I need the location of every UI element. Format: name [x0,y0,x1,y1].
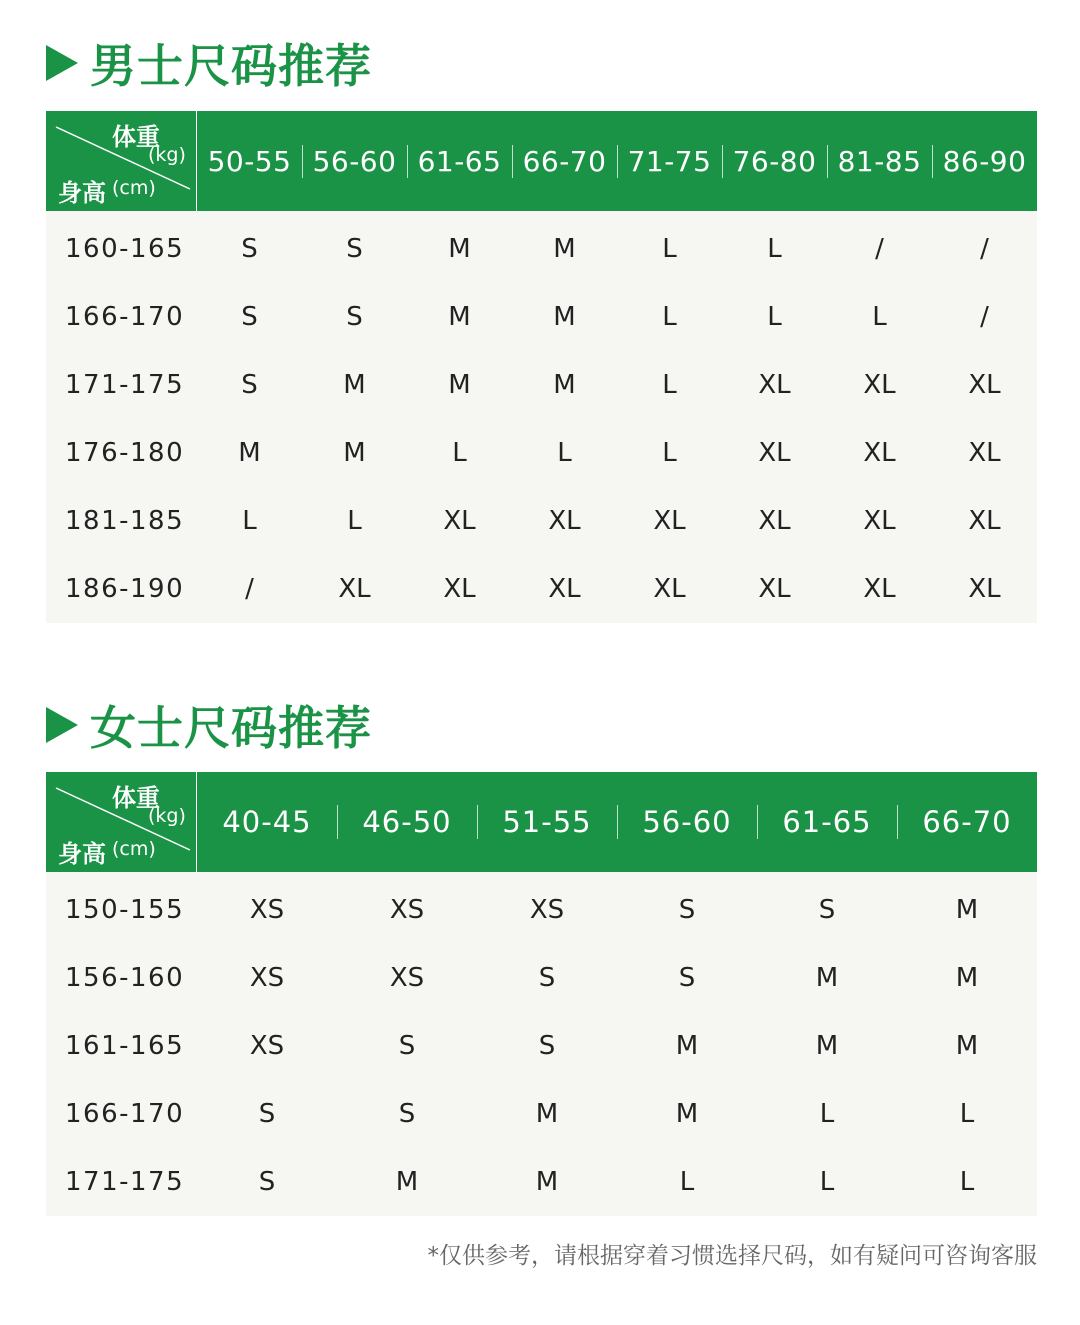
weight-column-header: 81-85 [827,145,932,178]
table-row [46,876,1037,944]
women-weight-columns [197,772,1037,872]
size-cell: S [538,963,556,993]
weight-unit: (kg) [148,805,186,827]
size-cell: M [675,1031,699,1061]
size-cell: XL [338,574,371,604]
size-cell: S [346,234,363,264]
size-cell: S [258,1167,276,1197]
size-cell: L [819,1167,835,1197]
table-row [46,555,1037,623]
height-range-cell: 156-160 [65,963,185,993]
size-cell: XL [758,370,791,400]
women-size-table [46,772,1037,1216]
size-cell: L [662,302,677,332]
table-row [46,1012,1037,1080]
women-corner-cell [46,772,197,872]
height-range-cell: 171-175 [65,370,185,400]
men-table-header [46,111,1037,211]
women-table-body [46,872,1037,1216]
weight-column-header: 50-55 [207,144,292,178]
women-title: 女士尺码推荐 [90,701,372,755]
size-cell: L [452,438,467,468]
size-cell: L [767,234,782,264]
size-cell: XL [443,574,476,604]
size-cell: S [241,370,258,400]
footnote: *仅供参考，请根据穿着习惯选择尺码，如有疑问可咨询客服 [427,1243,1037,1269]
size-cell: S [258,1099,276,1129]
size-cell: XL [548,574,581,604]
height-label: 身高 [58,179,106,207]
weight-column-header: 61-65 [757,805,897,839]
height-range-cell: 171-175 [65,1167,185,1197]
weight-label: 体重 [112,784,160,812]
table-row [46,283,1037,351]
size-cell: XS [249,1031,285,1061]
weight-column-header: 86-90 [932,145,1037,178]
men-table-body [46,211,1037,623]
table-row [46,419,1037,487]
size-cell: M [448,370,471,400]
size-cell: M [553,370,576,400]
height-range-cell: 176-180 [65,438,185,468]
size-cell: M [955,895,979,925]
height-unit: (cm) [112,838,156,860]
table-row [46,215,1037,283]
size-cell: L [959,1167,975,1197]
men-section-title [46,30,372,96]
height-range-cell: 186-190 [65,574,185,604]
size-cell: S [346,302,363,332]
height-range-cell: 166-170 [65,1099,185,1129]
size-cell: M [955,963,979,993]
table-row [46,487,1037,555]
size-cell: M [535,1167,559,1197]
size-cell: L [662,234,677,264]
size-cell: M [343,370,366,400]
size-cell: / [980,302,989,332]
men-weight-columns [197,111,1037,211]
size-cell: XL [863,438,896,468]
size-cell: / [875,234,884,264]
size-cell: XS [389,895,425,925]
height-label: 身高 [58,840,106,868]
height-range-cell: 160-165 [65,234,185,264]
size-cell: XL [968,370,1001,400]
table-row [46,1080,1037,1148]
size-cell: M [553,234,576,264]
size-cell: M [815,1031,839,1061]
size-cell: S [538,1031,556,1061]
weight-unit: (kg) [148,144,186,166]
size-cell: M [815,963,839,993]
weight-column-header: 66-70 [512,145,617,178]
table-row [46,944,1037,1012]
size-cell: S [241,302,258,332]
size-cell: S [818,895,836,925]
weight-column-header: 76-80 [722,145,827,178]
size-cell: XL [758,574,791,604]
men-corner-cell [46,111,197,211]
height-range-cell: 181-185 [65,506,185,536]
women-section-title [46,692,372,758]
weight-label: 体重 [112,123,160,151]
weight-column-header: 56-60 [617,805,757,839]
table-row [46,351,1037,419]
size-cell: L [872,302,887,332]
size-cell: S [398,1031,416,1061]
size-cell: S [398,1099,416,1129]
size-cell: L [959,1099,975,1129]
size-cell: M [343,438,366,468]
size-cell: XL [968,438,1001,468]
size-cell: XL [758,438,791,468]
size-cell: M [238,438,261,468]
height-range-cell: 166-170 [65,302,185,332]
size-cell: L [557,438,572,468]
size-cell: M [448,234,471,264]
size-cell: L [679,1167,695,1197]
size-cell: / [245,574,254,604]
men-title: 男士尺码推荐 [90,39,372,93]
size-cell: M [448,302,471,332]
men-size-table [46,111,1037,623]
size-cell: XL [968,506,1001,536]
triangle-right-icon [46,707,78,743]
weight-column-header: 66-70 [897,805,1037,839]
size-cell: XL [863,506,896,536]
weight-column-header: 46-50 [337,805,477,839]
size-cell: XS [529,895,565,925]
size-cell: L [662,438,677,468]
size-cell: XL [548,506,581,536]
size-cell: L [662,370,677,400]
size-cell: M [675,1099,699,1129]
size-cell: L [242,506,257,536]
triangle-right-icon [46,45,78,81]
size-cell: M [553,302,576,332]
size-cell: XL [863,574,896,604]
size-cell: XL [443,506,476,536]
size-cell: M [535,1099,559,1129]
table-row [46,1148,1037,1216]
height-unit: (cm) [112,177,156,199]
size-cell: XS [249,895,285,925]
size-cell: M [395,1167,419,1197]
height-range-cell: 150-155 [65,895,185,925]
size-cell: XL [758,506,791,536]
weight-column-header: 40-45 [222,805,312,839]
size-cell: XS [389,963,425,993]
weight-column-header: 51-55 [477,805,617,839]
size-cell: L [819,1099,835,1129]
size-cell: S [678,895,696,925]
size-cell: / [980,234,989,264]
size-cell: S [241,234,258,264]
size-cell: XL [863,370,896,400]
size-cell: L [767,302,782,332]
weight-column-header: 56-60 [302,145,407,178]
size-cell: XL [968,574,1001,604]
size-cell: S [678,963,696,993]
weight-column-header: 71-75 [617,145,722,178]
size-cell: XL [653,506,686,536]
size-cell: M [955,1031,979,1061]
weight-column-header: 61-65 [407,145,512,178]
women-table-header [46,772,1037,872]
size-cell: XL [653,574,686,604]
height-range-cell: 161-165 [65,1031,185,1061]
size-cell: XS [249,963,285,993]
size-cell: L [347,506,362,536]
